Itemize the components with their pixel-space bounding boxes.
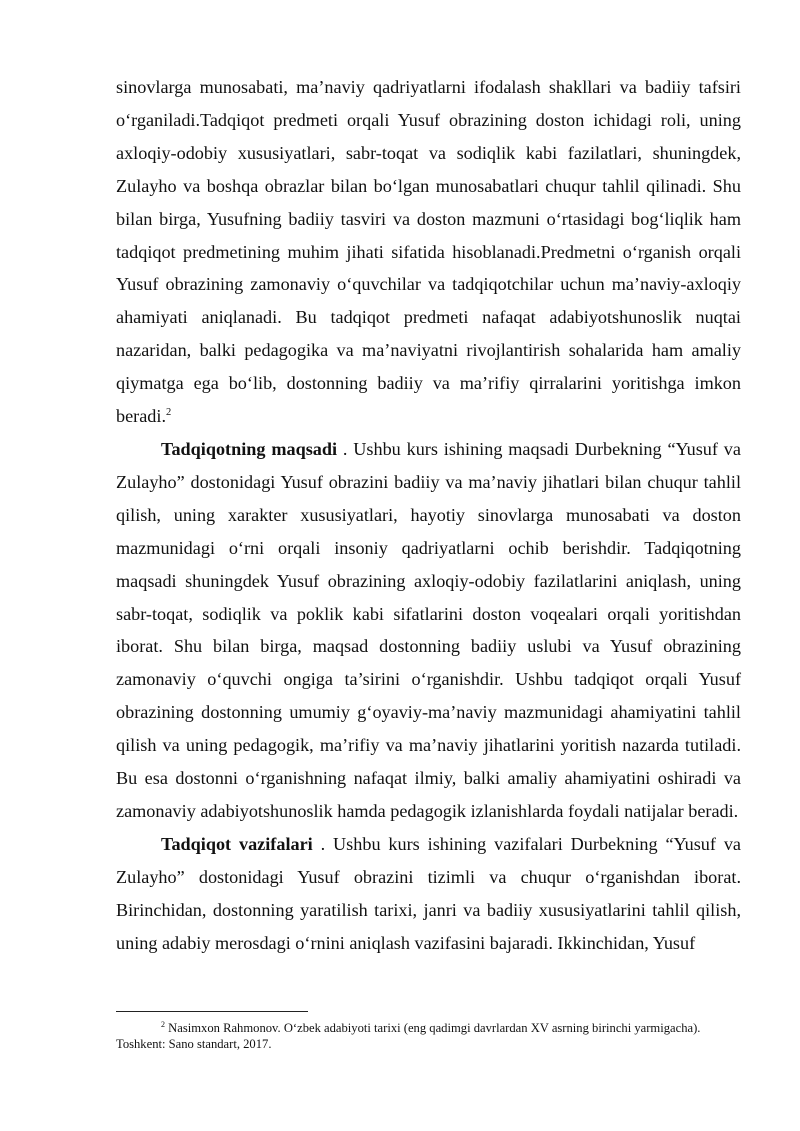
section-heading-goal: Tadqiqotning maqsadi	[161, 438, 338, 459]
footnote-line-1	[116, 1020, 741, 1036]
paragraph-text: . Ushbu kurs ishining maqsadi Durbekning “Yusuf va Zulayho” dostonidagi Yusuf obrazini badiiy va ma’naviy jihatlari bilan chuqur tahlil qilish, uning xarakter xususiyatlari, hayotiy sinovlarga munosabati va doston mazmunidagi o‘rni orqali insoniy qadriyatlarni ochib berishdir. Tadqiqotning maqsadi shuningdek Yusuf obrazining axloqiy-odobiy fazilatlarini aniqlash, uning sabr-toqat, sodiqlik va poklik kabi sifatlarini doston voqealari orqali yoritishdan iborat. Shu bilan birga, maqsad dostonning badiiy uslubi va Yusuf obrazining zamonaviy o‘quvchi ongiga ta’sirini o‘rganishdir. Ushbu tadqiqot orqali Yusuf obrazining dostonning umumiy g‘oyaviy-ma’naviy mazmunidagi ahamiyatini tahlil qilish va uning pedagogik, ma’rifiy va ma’naviy jihatlarini yoritish nazarda tutiladi. Bu esa dostonni o‘rganishning nafaqat ilmiy, balki amaliy ahamiyatini oshiradi va zamonaviy adabiyotshunoslik hamda pedagogik izlanishlarda foydali natijalar beradi.	[116, 438, 741, 821]
paragraph-text: sinovlarga munosabati, ma’naviy qadriyatlarni ifodalash shakllari va badiiy tafsiri o‘rganiladi.Tadqiqot predmeti orqali Yusuf obrazining doston ichidagi roli, uning axloqiy-odobiy xususiyatlari, sabr-toqat va sodiqlik kabi fazilatlari, shuningdek, Zulayho va boshqa obrazlar bilan bo‘lgan munosabatlari chuqur tahlil qilinadi. Shu bilan birga, Yusufning badiiy tasviri va doston mazmuni o‘rtasidagi bog‘liqlik ham tadqiqot predmetining muhim jihati sifatida hisoblanadi.Predmetni o‘rganish orqali Yusuf obrazining zamonaviy o‘quvchilar va tadqiqotchilar uchun ma’naviy-axloqiy ahamiyati aniqlanadi. Bu tadqiqot predmeti nafaqat adabiyotshunoslik nuqtai nazaridan, balki pedagogika va ma’naviyatni rivojlantirish sohalarida ham amaliy qiymatga ega bo‘lib, dostonning badiiy va ma’rifiy qirralarini yoritishga imkon beradi.	[116, 77, 741, 427]
paragraph-research-goal	[116, 433, 741, 828]
footnote-text: Nasimxon Rahmonov. O‘zbek adabiyoti tarixi (eng qadimgi davrlardan XV asrning birinchi yarmigacha).	[165, 1021, 701, 1035]
footnote-separator	[116, 1011, 308, 1012]
body-text	[116, 71, 741, 959]
paragraph-text: . Ushbu kurs ishining vazifalari Durbekning “Yusuf va Zulayho” dostonidagi Yusuf obrazini tizimli va chuqur o‘rganishdan iborat. Birinchidan, dostonning yaratilish tarixi, janri va badiiy xususiyatlarini tahlil qilish, uning adabiy merosdagi o‘rnini aniqlash vazifasini bajaradi. Ikkinchidan, Yusuf	[116, 833, 742, 953]
section-heading-tasks: Tadqiqot vazifalari	[161, 833, 313, 854]
paragraph-research-tasks	[116, 828, 741, 960]
footnote	[116, 1020, 741, 1052]
paragraph-research-subject	[116, 71, 741, 433]
footnote-marker: 2	[161, 1020, 165, 1029]
footnote-reference: 2	[166, 407, 172, 419]
footnote-line-2: Toshkent: Sano standart, 2017.	[116, 1037, 272, 1051]
